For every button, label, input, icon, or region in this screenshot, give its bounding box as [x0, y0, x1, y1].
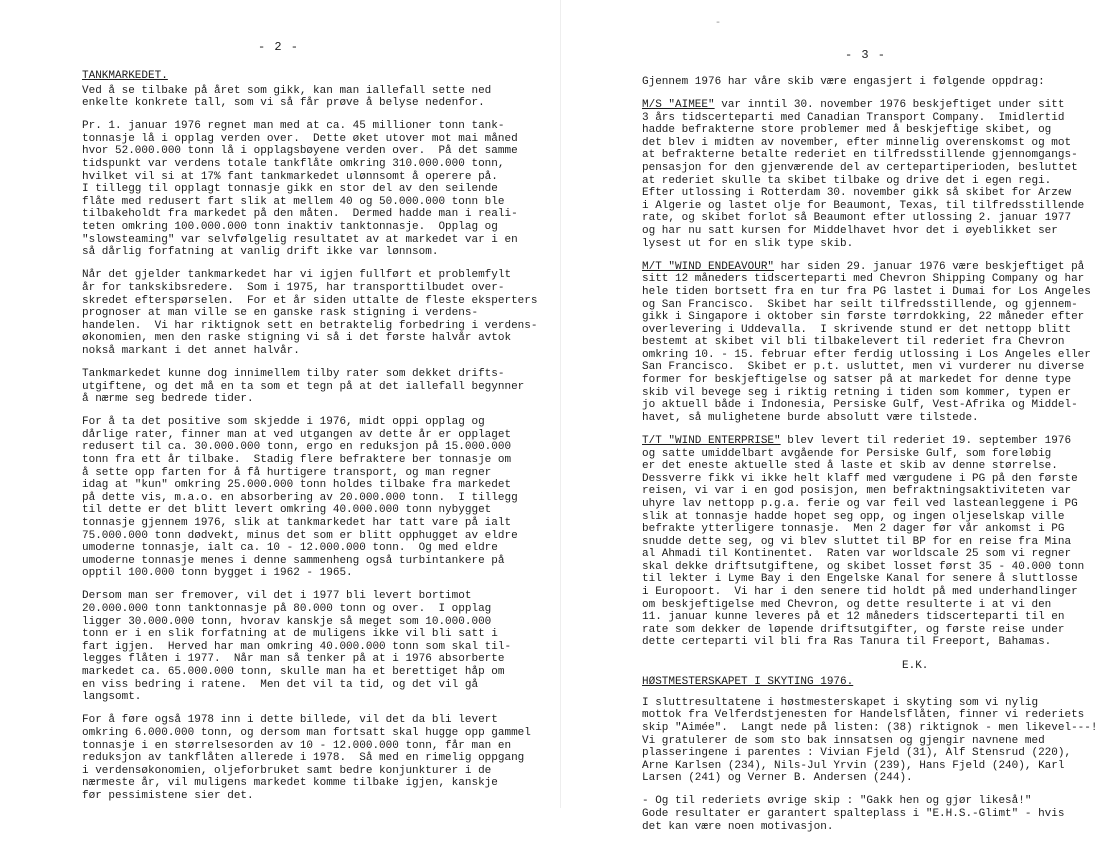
ship-section-wind-endeavour [642, 261, 1102, 425]
ship-section-aimee [642, 99, 1102, 250]
section-heading-hostmesterskapet: HØSTMESTERSKAPET I SKYTING 1976. [642, 676, 854, 689]
ship-text: blev levert til rederiet 19. september 1976 og satte umiddelbart avgående for Persiske Gulf, som foreløbig er det eneste aktuelle sted å laste et skib av denne størrelse. Dessverre fikk vi ikke helt klaff med værgudene i PG på den første reisen, vi var i en god posisjon, men befraktningsaktiviteten var uhyre lav nettopp p.g.a. ferie og var feil ved lasteanleggene i PG slik at tonnasje hadde hopet seg opp, og ingen oljeselskap ville befrakte ytterligere tonnasje. Men 2 dager før vår ankomst i PG snudde dette seg, og vi blev sluttet til BP for en reise fra Mina al Ahmadi til Kontinentet. Raten var worldscale 25 som vi regner skal dekke driftsutgiftene, og skibet losset først 35 - 40.000 tonn til lekter i Lyme Bay i den Engelske Kanal for senere å sluttlosse i Europoort. Vi har i den senere tid holdt på med underhandlinger om beskjeftigelse med Chevron, og dette resulterte i at vi den 11. januar kunne leveres på et 12 måneders tidscerteparti til en rate som dekker de løpende driftsutgifter, og første reise under dette certeparti vil bli fra Ras Tanura til Freeport, Bahamas. [642, 434, 1085, 649]
ship-text: har siden 29. januar 1976 være beskjeftiget på sitt 12 måneders tidscerteparti med Chevron Shipping Company og har hele tiden bortsett fra en tur fra PG lastet i Dumai for Los Angeles og San Francisco. Skibet har seilt tilfredsstillende, og gjennem- gikk i Singapore i oktober sin første tørrdokking, 22 måneder efter overlevering i Uddevalla. I skrivende stund er det nettopp blitt bestemt at skibet vil bli tilbakelevert til rederiet fra Chevron omkring 10. - 15. februar efter ferdig utlossing i Los Angeles eller San Francisco. Skibet er p.t. usluttet, men vi vurderer nu diverse former for beskjeftigelse og satser på at markedet for denne type skib vil bevege seg i riktig retning i tiden som kommer, typen er jo aktuell både i Indonesia, Persiske Gulf, Vest-Afrika og Middel- havet, så mulighetene burde absolutt være tilstede. [642, 260, 1091, 424]
section-heading-tankmarkedet: TANKMARKEDET. [82, 70, 168, 82]
ship-name: M/T "WIND ENDEAVOUR" [642, 260, 775, 273]
intro-line: Gjennem 1976 har våre skib være engasjert i følgende oppdrag: [642, 76, 1045, 88]
page-number: - 2 - [258, 40, 300, 54]
left-page [0, 0, 560, 808]
paragraph: Når det gjelder tankmarkedet har vi igjen fullført et problemfylt år for tankskibsredere. Som i 1975, har transporttilbudet over- skredet efterspørselen. For et år siden uttalte de fleste eksperters prognoser at man ville se en ganske rask stigning i verdens- handelen. Vi har riktignok sett en betraktelig forbedring i verdens- økonomien, men den raske stigning vi så i det første halvår avtok nokså markant i det annet halvår. [82, 269, 538, 357]
paragraph: Ved å se tilbake på året som gikk, kan man iallefall sette ned enkelte konkrete tall, som vi så får prøve å belyse nedenfor. [82, 84, 492, 110]
paragraph: Pr. 1. januar 1976 regnet man med at ca. 45 millioner tonn tank- tonnasje lå i opplag verden over. Dette øket utover mot mai måned hvor 52.000.000 tonn lå i opplagsbøyene verden over. På det samme tidspunkt var verdens totale tankflåte omkring 310.000.000 tonn, hvilket vil si at 17% fant tankmarkedet ulønnsomt å operere på. I tillegg til opplagt tonnasje gikk en stor del av den seilende flåte med redusert fart slik at mellem 40 og 50.000.000 tonn ble tilbakeholdt fra markedet på den måten. Dermed hadde man i reali- teten omkring 100.000.000 tonn inaktiv tanktonnasje. Opplag og "slowsteaming" var selvfølgelig resultatet av at markedet var i en så dårlig forfatning at vanlig drift ikke var lønnsom. [82, 120, 518, 259]
ship-name: T/T "WIND ENTERPRISE" [642, 434, 781, 447]
page-number: - 3 - [845, 48, 887, 62]
paragraph: Tankmarkedet kunne dog innimellem tilby rater som dekket drifts- utgiftene, og det må en ta som et tegn på at det iallefall begynner å nærme seg bedrede tider. [82, 367, 525, 406]
ship-text: var inntil 30. november 1976 beskjeftiget under sitt 3 års tidscerteparti med Canadian Transport Company. Imidlertid hadde befrakterne store problemer med å beskjeftige skibet, og det blev i midten av november, efter minnelig overenskomst og mot at befrakterne betalte rederiet en tilfredsstillende gjennomgangs- pensasjon for den gjenværende del av certepartiperioden, besluttet at rederiet skulle ta skibet tilbake og drive det i egen regi. Efter utlossing i Rotterdam 30. november gikk så skibet for Arzew i Algerie og lastet olje for Beaumont, Texas, til tilfredsstillende rate, og skibet forlot så Beaumont efter utlossing 2. januar 1977 og har nu satt kursen for Middelhavet hvor det i øyeblikket ser lysest ut for en slik type skib. [642, 99, 1085, 250]
signature: E.K. [902, 659, 929, 672]
closing-paragraph: - Og til rederiets øvrige skip : "Gakk hen og gjør likeså!" Gode resultater er garantert spalteplass i "E.H.S.-Glimt" - hvis det kan være noen motivasjon. [642, 795, 1065, 833]
right-page [560, 0, 1100, 833]
ship-name: M/S "AIMEE" [642, 99, 715, 112]
left-page-content [82, 70, 552, 813]
top-mark: - [715, 18, 722, 29]
ship-section-wind-enterprise [642, 435, 1102, 649]
paragraph: For å ta det positive som skjedde i 1976, midt oppi opplag og dårlige rater, finner man at ved utgangen av dette år er opplaget redusert til ca. 30.000.000 tonn, ergo en reduksjon på 15.000.000 tonn fra ett år tilbake. Stadig flere befraktere ber tonnasje om å sette opp farten for å få hurtigere transport, og man regner idag at "kun" omkring 25.000.000 tonn holdes tilbake fra markedet på dette vis, m.a.o. en absorbering av 20.000.000 tonn. I tillegg til dette er det blitt levert omkring 40.000.000 tonn nybygget tonnasje gjennem 1976, slik at tankmarkedet har tatt vare på ialt 75.000.000 tonn dødvekt, minus det som er blitt opphugget av eldre umoderne tonnasje, ialt ca. 10 - 12.000.000 tonn. Og med eldre umoderne tonnasje menes i denne sammenheng også turbintankere på opptil 100.000 tonn bygget i 1962 - 1965. [82, 416, 518, 580]
results-paragraph: I sluttresultatene i høstmesterskapet i skyting som vi nylig mottok fra Velferdstjenesten for Handelsflåten, finner vi rederiets skip "Aimée". Langt nede på listen: (38) riktignok - men likevel---! Vi gratulerer de som sto bak innsatsen og gjengir navnene med plasseringene i parentes : Vivian Fjeld (31), Alf Stensrud (220), Arne Karlsen (234), Nils-Jul Yrvin (239), Hans Fjeld (240), Karl Larsen (241) og Verner B. Andersen (244). [642, 696, 1098, 785]
right-page-content [642, 76, 1102, 844]
paragraph: Dersom man ser fremover, vil det i 1977 bli levert bortimot 20.000.000 tonn tanktonnasje på 80.000 tonn og over. I opplag ligger 30.000.000 tonn, hvorav kanskje så meget som 10.000.000 tonn er i en slik forfatning at de muligens ikke vil bli satt i fart igjen. Herved har man omkring 40.000.000 tonn som skal til- legges flåten i 1977. Når man så tenker på at i 1976 absorberte markedet ca. 65.000.000 tonn, skulle man ha et berettiget håp om en viss bedring i ratene. Men det vil ta tid, og det vil gå langsomt. [82, 590, 512, 704]
paragraph: For å føre også 1978 inn i dette billede, vil det da bli levert omkring 6.000.000 tonn, og dersom man fortsatt skal hugge opp gammel tonnasje i en størrelsesorden av 10 - 12.000.000 tonn, får man en reduksjon av tankflåten allerede i 1978. Så med en rimelig oppgang i verdensøkonomien, oljeforbruket samt bedre konjunkturer i de nærmeste år, vil muligens markedet komme tilbake igjen, kanskje før pessimistene sier det. [82, 714, 531, 802]
